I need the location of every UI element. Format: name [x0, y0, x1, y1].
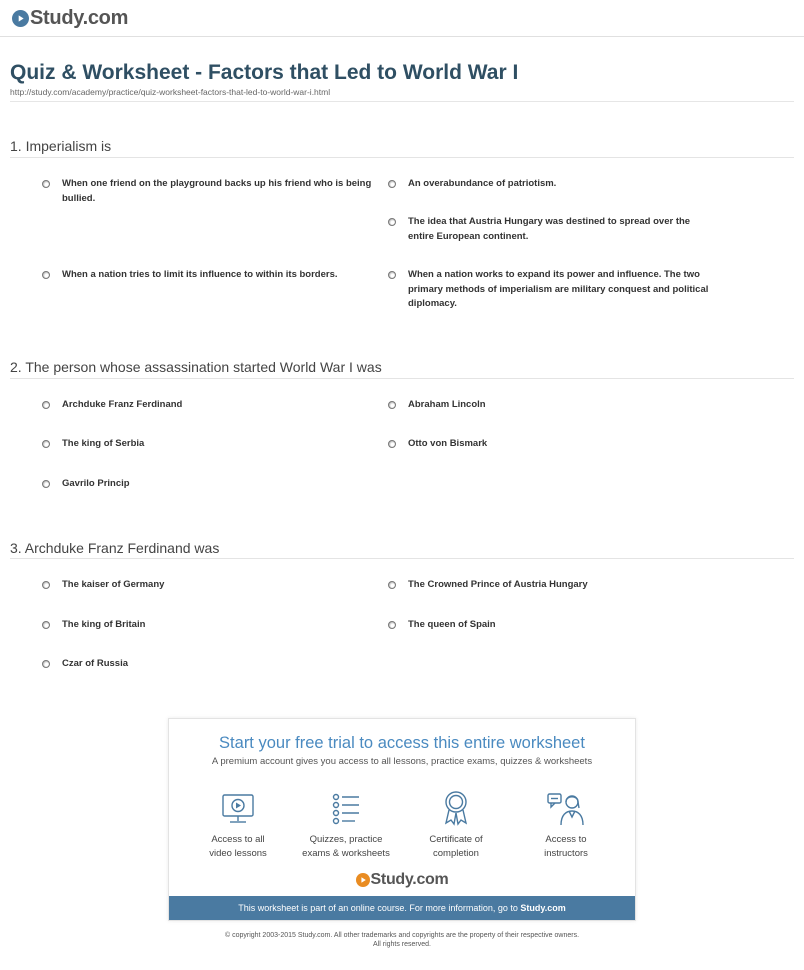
- feature-line: Access to: [545, 834, 587, 845]
- question-3-option-e[interactable]: Czar of Russia: [42, 657, 372, 672]
- radio-button[interactable]: [42, 440, 50, 448]
- course-info-bar: [169, 896, 635, 920]
- question-1-rule: [10, 157, 794, 158]
- radio-button[interactable]: [388, 440, 396, 448]
- question-2-option-a[interactable]: Archduke Franz Ferdinand: [42, 398, 372, 413]
- feature-line: Certificate of: [429, 834, 483, 845]
- feature-line: Quizzes, practice: [309, 834, 383, 845]
- feature-line: instructors: [544, 848, 588, 859]
- page-title: Quiz & Worksheet - Factors that Led to World War I: [10, 61, 519, 84]
- feature-quizzes: [291, 785, 401, 861]
- radio-button[interactable]: [42, 581, 50, 589]
- copyright: [0, 931, 804, 949]
- radio-button[interactable]: [42, 271, 50, 279]
- radio-button[interactable]: [388, 581, 396, 589]
- question-2-option-c[interactable]: The king of Serbia: [42, 437, 372, 452]
- question-2-option-b[interactable]: Abraham Lincoln: [388, 398, 718, 413]
- promo-subtitle: A premium account gives you access to all lessons, practice exams, quizzes & worksheets: [211, 756, 593, 767]
- copyright-line: © copyright 2003-2015 Study.com. All other trademarks and copyrights are the property of their respective owners.: [224, 932, 580, 939]
- feature-line: Access to all: [211, 834, 265, 845]
- study-logo[interactable]: [12, 7, 128, 30]
- question-3-option-b[interactable]: The Crowned Prince of Austria Hungary: [388, 578, 718, 593]
- video-lesson-icon: [183, 785, 293, 827]
- promo-study-logo[interactable]: [169, 871, 635, 889]
- question-1-option-a[interactable]: When one friend on the playground backs up his friend who is being bullied.: [42, 177, 372, 206]
- question-2-option-d[interactable]: Otto von Bismark: [388, 437, 718, 452]
- radio-button[interactable]: [388, 621, 396, 629]
- radio-button[interactable]: [42, 401, 50, 409]
- feature-instructors: [511, 785, 621, 861]
- radio-button[interactable]: [42, 621, 50, 629]
- header-divider: [0, 36, 804, 37]
- question-2-title: 2. The person whose assassination started World War I was: [10, 359, 382, 375]
- radio-button[interactable]: [42, 660, 50, 668]
- logo-text: Study.com: [30, 7, 129, 29]
- question-1-option-d[interactable]: When a nation tries to limit its influence to within its borders.: [42, 268, 372, 283]
- feature-certificate: [401, 785, 511, 861]
- play-icon: [356, 873, 370, 887]
- radio-button[interactable]: [42, 480, 50, 488]
- question-1-option-e[interactable]: When a nation works to expand its power and influence. The two primary methods of imperialism are military conquest and political diplomacy.: [388, 268, 718, 312]
- study-link[interactable]: Study.com: [520, 903, 566, 913]
- feature-line: video lessons: [209, 848, 267, 859]
- question-1-title: 1. Imperialism is: [10, 138, 112, 154]
- question-3-option-a[interactable]: The kaiser of Germany: [42, 578, 372, 593]
- question-3-option-d[interactable]: The queen of Spain: [388, 618, 718, 633]
- free-trial-promo: [168, 718, 636, 921]
- radio-button[interactable]: [388, 180, 396, 188]
- play-icon: [12, 10, 29, 27]
- promo-title[interactable]: Start your free trial to access this entire worksheet: [219, 734, 585, 752]
- question-2-rule: [10, 378, 794, 379]
- question-1-option-b[interactable]: An overabundance of patriotism.: [388, 177, 728, 192]
- radio-button[interactable]: [42, 180, 50, 188]
- instructor-icon: [511, 785, 621, 827]
- feature-line: exams & worksheets: [302, 848, 390, 859]
- question-1-option-c[interactable]: The idea that Austria Hungary was destined to spread over the entire European continent.: [388, 215, 718, 244]
- feature-line: completion: [433, 848, 479, 859]
- quiz-list-icon: [291, 785, 401, 827]
- question-2-option-e[interactable]: Gavrilo Princip: [42, 477, 372, 492]
- feature-video-lessons: [183, 785, 293, 861]
- radio-button[interactable]: [388, 271, 396, 279]
- radio-button[interactable]: [388, 218, 396, 226]
- page-url[interactable]: http://study.com/academy/practice/quiz-worksheet-factors-that-led-to-world-war-i.html: [10, 87, 331, 97]
- bar-text: This worksheet is part of an online course. For more information, go to: [238, 903, 521, 913]
- question-3-title: 3. Archduke Franz Ferdinand was: [10, 540, 220, 556]
- title-divider: [10, 101, 794, 102]
- certificate-icon: [401, 785, 511, 827]
- radio-button[interactable]: [388, 401, 396, 409]
- question-3-rule: [10, 558, 794, 559]
- logo-text: Study.com: [370, 871, 449, 888]
- question-3-option-c[interactable]: The king of Britain: [42, 618, 372, 633]
- copyright-line: All rights reserved.: [373, 941, 431, 948]
